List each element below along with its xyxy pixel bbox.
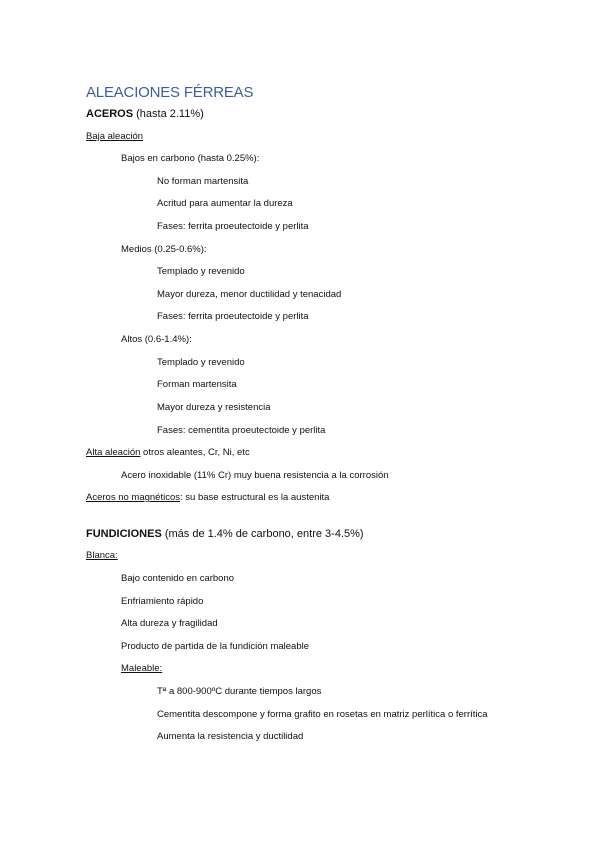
medios-carbono-label: Medios (0.25-0.6%):: [121, 244, 207, 255]
list-item: Acritud para aumentar la dureza: [157, 198, 293, 209]
list-item: Fases: cementita proeutectoide y perlita: [157, 425, 326, 436]
alta-aleacion-line: [86, 447, 250, 459]
list-item: Mayor dureza, menor ductilidad y tenacidad: [157, 289, 342, 300]
aceros-heading-label: ACEROS: [86, 108, 134, 120]
acero-inoxidable-item: Acero inoxidable (11% Cr) muy buena resistencia a la corrosión: [121, 470, 389, 481]
blanca-label: Blanca:: [86, 550, 118, 561]
no-magneticos-line: [86, 492, 329, 504]
list-item: Templado y revenido: [157, 266, 245, 277]
alta-aleacion-text: otros aleantes, Cr, Ni, etc: [140, 447, 250, 458]
list-item: Mayor dureza y resistencia: [157, 402, 271, 413]
fundiciones-heading: [86, 528, 364, 540]
baja-aleacion-label: Baja aleación: [86, 131, 144, 142]
aceros-heading-note: (hasta 2.11%): [133, 108, 204, 120]
list-item: Alta dureza y fragilidad: [121, 618, 218, 629]
list-item: Forman martensita: [157, 379, 237, 390]
no-magneticos-label: Aceros no magnéticos: [86, 492, 180, 503]
alta-aleacion-label: Alta aleación: [86, 447, 141, 458]
document-title: ALEACIONES FÉRREAS: [86, 84, 254, 101]
bajos-carbono-label: Bajos en carbono (hasta 0.25%):: [121, 153, 260, 164]
fundiciones-heading-note: (más de 1.4% de carbono, entre 3-4.5%): [161, 528, 364, 540]
list-item: Templado y revenido: [157, 357, 245, 368]
list-item: No forman martensita: [157, 176, 249, 187]
aceros-heading: [86, 108, 204, 120]
no-magneticos-text: : su base estructural es la austenita: [180, 492, 330, 503]
list-item: Producto de partida de la fundición maleable: [121, 641, 310, 652]
list-item: Fases: ferrita proeutectoide y perlita: [157, 221, 309, 232]
list-item: Fases: ferrita proeutectoide y perlita: [157, 311, 309, 322]
list-item: Aumenta la resistencia y ductilidad: [157, 731, 304, 742]
altos-carbono-label: Altos (0.6-1.4%):: [121, 334, 192, 345]
list-item: Enfriamiento rápido: [121, 596, 204, 607]
list-item: Cementita descompone y forma grafito en rosetas en matriz perlítica o ferrítica: [157, 709, 488, 720]
list-item: Tª a 800-900ºC durante tiempos largos: [157, 686, 322, 697]
maleable-label: Maleable:: [121, 663, 163, 674]
fundiciones-heading-label: FUNDICIONES: [86, 528, 162, 540]
list-item: Bajo contenido en carbono: [121, 573, 235, 584]
